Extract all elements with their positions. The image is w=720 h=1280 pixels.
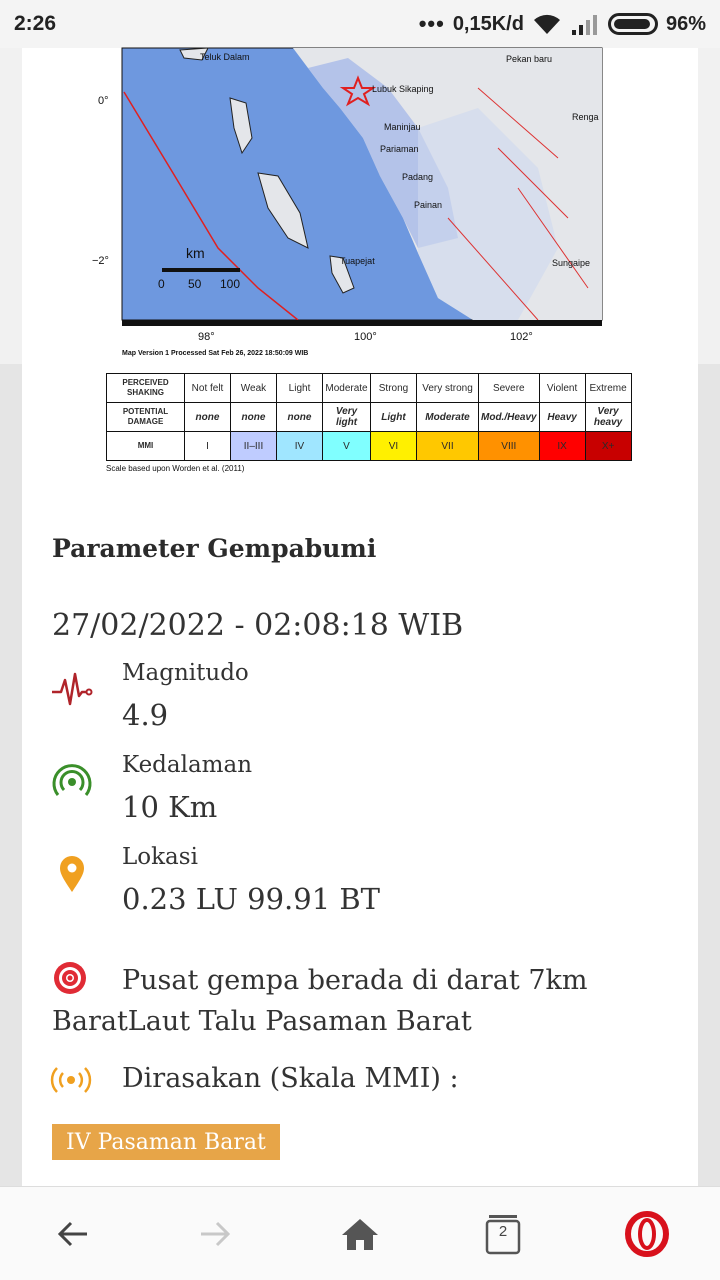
scale-tick: 0: [158, 277, 165, 291]
shaking-cell: Very strong: [417, 374, 479, 403]
lat-label: 0°: [98, 95, 109, 107]
mmi-cell: I: [185, 432, 231, 461]
felt-region-badge: IV Pasaman Barat: [52, 1124, 280, 1160]
epicenter-icon: [52, 960, 88, 996]
place-label: Padang: [402, 172, 434, 182]
depth-label: Kedalaman: [122, 752, 253, 778]
scale-unit: km: [186, 245, 205, 261]
mmi-cell: IX: [539, 432, 585, 461]
damage-cell: none: [185, 403, 231, 432]
signal-icon: [570, 12, 600, 36]
forward-arrow-icon: [197, 1216, 233, 1252]
damage-cell: none: [277, 403, 323, 432]
event-datetime: 27/02/2022 - 02:08:18 WIB: [52, 608, 464, 643]
broadcast-icon: [52, 1065, 90, 1095]
place-label: Renga: [572, 112, 599, 122]
damage-cell: Mod./Heavy: [479, 403, 540, 432]
depth-target-icon: [52, 762, 92, 802]
mmi-cell: X+: [585, 432, 631, 461]
damage-cell: none: [231, 403, 277, 432]
map-caption: Map Version 1 Processed Sat Feb 26, 2022 18:50:09 WIB: [122, 350, 309, 357]
place-label: Maninjau: [384, 122, 421, 132]
mmi-cell: VI: [371, 432, 417, 461]
place-label: Tuapejat: [340, 256, 375, 266]
location-value: 0.23 LU 99.91 BT: [122, 882, 381, 916]
section-heading: Parameter Gempabumi: [52, 534, 377, 563]
scale-note: Scale based upon Worden et al. (2011): [106, 464, 245, 473]
status-right: [419, 11, 706, 37]
shaking-cell: Violent: [539, 374, 585, 403]
opera-icon: [625, 1212, 669, 1256]
place-label: Lubuk Sikaping: [372, 84, 434, 94]
home-button[interactable]: [335, 1209, 385, 1259]
row-header: PERCEIVED SHAKING: [107, 374, 185, 403]
felt-label: Dirasakan (Skala MMI) :: [122, 1063, 459, 1094]
mmi-cell: IV: [277, 432, 323, 461]
place-label: Pariaman: [380, 144, 419, 154]
battery-percent: 96%: [665, 12, 706, 35]
shaking-cell: Light: [277, 374, 323, 403]
browser-nav-bar: [0, 1186, 720, 1280]
back-arrow-icon: [55, 1216, 91, 1252]
seismograph-icon: [52, 670, 92, 710]
mmi-cell: II–III: [231, 432, 277, 461]
battery-icon: [608, 13, 658, 35]
lon-label: 102°: [510, 331, 533, 343]
row-header: POTENTIAL DAMAGE: [107, 403, 185, 432]
wifi-icon: [532, 12, 562, 36]
epicenter-description: [52, 960, 652, 1042]
damage-cell: Moderate: [417, 403, 479, 432]
status-dots: •••: [418, 11, 445, 36]
opera-menu-button[interactable]: [622, 1209, 672, 1259]
mmi-cell: VII: [417, 432, 479, 461]
damage-cell: Very light: [323, 403, 371, 432]
place-label: Teluk Dalam: [200, 52, 250, 62]
forward-button[interactable]: [190, 1209, 240, 1259]
shaking-cell: Not felt: [185, 374, 231, 403]
network-speed: 0,15K/d: [452, 12, 524, 35]
location-label: Lokasi: [122, 844, 198, 870]
scale-tick: 100: [220, 277, 241, 291]
lon-label: 98°: [198, 331, 215, 343]
status-time: 2:26: [14, 12, 57, 35]
shaking-cell: Moderate: [323, 374, 371, 403]
place-label: Pekan baru: [506, 54, 553, 64]
lon-label: 100°: [354, 331, 377, 343]
mmi-cell: VIII: [479, 432, 540, 461]
damage-cell: Heavy: [539, 403, 585, 432]
damage-cell: Very heavy: [585, 403, 631, 432]
place-label: Sungaipe: [552, 258, 591, 268]
scale-tick: 50: [188, 277, 202, 291]
shakemap-image: [92, 48, 628, 408]
shaking-cell: Extreme: [585, 374, 631, 403]
tabs-button[interactable]: [478, 1209, 528, 1259]
shaking-cell: Weak: [231, 374, 277, 403]
place-label: Painan: [414, 200, 443, 210]
location-pin-icon: [52, 854, 92, 894]
lat-label: −2°: [92, 255, 109, 267]
shaking-cell: Severe: [479, 374, 540, 403]
damage-cell: Light: [371, 403, 417, 432]
epicenter-text: Pusat gempa berada di darat 7km BaratLaut Talu Pasaman Barat: [52, 965, 588, 1037]
tab-count: 2: [498, 1223, 508, 1240]
content-card: [22, 48, 698, 1188]
row-header: MMI: [107, 432, 185, 461]
mmi-cell: V: [323, 432, 371, 461]
home-icon: [340, 1216, 380, 1252]
shaking-cell: Strong: [371, 374, 417, 403]
back-button[interactable]: [48, 1209, 98, 1259]
mmi-scale-table: [106, 373, 632, 461]
magnitude-value: 4.9: [122, 698, 169, 732]
magnitude-label: Magnitudo: [122, 660, 249, 686]
depth-value: 10 Km: [122, 790, 218, 824]
status-bar: [0, 0, 720, 48]
